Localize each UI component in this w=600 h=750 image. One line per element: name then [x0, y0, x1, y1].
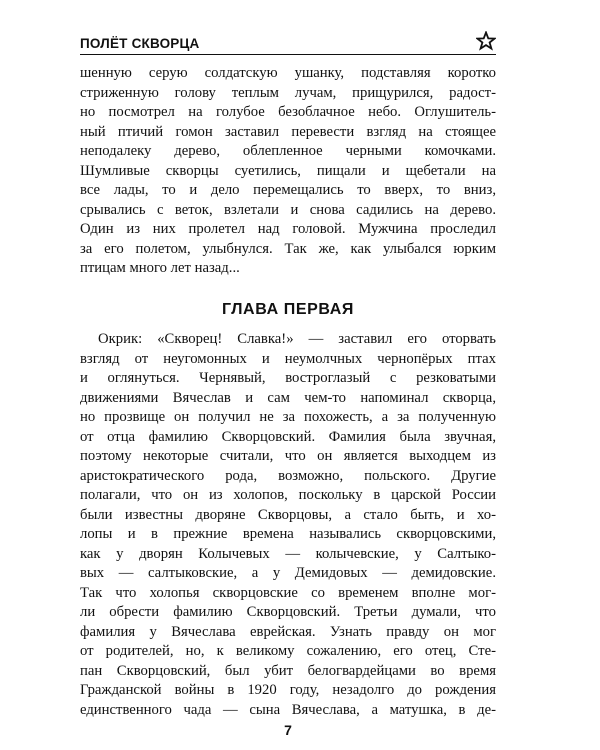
text-line: ный птичий гомон заставил перевести взгляд на стоящее [80, 123, 496, 140]
running-header-title: ПОЛЁТ СКВОРЦА [80, 36, 200, 51]
text-line-first: Окрик: «Скворец! Славка!» — заставил его оторвать [98, 331, 496, 347]
chapter-paragraph [80, 330, 496, 720]
text-line: Один из них пролетел над головой. Мужчина проследил [80, 221, 496, 237]
text-line: как у дворян Колычевых — колычевские, у Салтыко- [80, 545, 496, 562]
text-line: пан Скворцовский, был убит белогвардейцами во время [80, 662, 496, 679]
text-line: стриженную голову теплым лучам, прищурился, радост- [80, 84, 496, 101]
text-line: шенную серую солдатскую ушанку, подставляя коротко [80, 65, 496, 81]
text-line: Так что холопья скворцовские со временем вполне мог- [80, 584, 496, 601]
text-line: вых — салтыковские, а у Демидовых — демидовские. [80, 565, 496, 581]
text-line: но посмотрел на голубое безоблачное небо. Оглушитель- [80, 104, 496, 120]
paragraph-continued [80, 64, 496, 279]
text-line: но прозвище он получил не за похожесть, а за полученную [80, 409, 496, 425]
text-line: поэтому некоторые считали, что он является выходцем из [80, 448, 496, 464]
text-line: аристократического рода, возможно, польского. Другие [80, 467, 496, 484]
text-line: фамилия у Вячеслава еврейская. Узнать правду он мог [80, 623, 496, 640]
text-line: все лады, то и дело перемещались то вверх, то вниз, [80, 182, 496, 198]
header-rule [80, 54, 496, 55]
text-line: полагали, что он из холопов, поскольку в царской России [80, 487, 496, 503]
text-line: были известны дворяне Скворцовы, а стало быть, и хо- [80, 506, 496, 523]
text-line: лопы и в прежние времена назывались скворцовскими, [80, 526, 496, 542]
text-line: и оглянуться. Чернявый, востроглазый с резковатыми [80, 370, 496, 386]
text-line: от отца фамилию Скворцовский. Фамилия была звучная, [80, 428, 496, 445]
text-line: неподалеку дерево, облепленное черными комочками. [80, 143, 496, 159]
text-line: взгляд от неугомонных и неумолчных чернопёрых птах [80, 350, 496, 367]
text-line: Гражданской войны в 1920 году, незадолго до рождения [80, 682, 496, 698]
page-number: 7 [284, 722, 292, 738]
text-line: за его полетом, улыбнулся. Так же, как улыбался юрким [80, 240, 496, 257]
text-line: Шумливые скворцы суетились, пищали и щебетали на [80, 162, 496, 179]
text-line-last: птицам много лет назад... [80, 260, 240, 276]
chapter-title: ГЛАВА ПЕРВАЯ [221, 301, 355, 318]
text-line: единственного чада — сына Вячеслава, а матушка, в де- [80, 701, 496, 718]
text-line: движениями Вячеслав и сам чем-то напоминал скворца, [80, 389, 496, 406]
running-header [80, 34, 496, 56]
text-line: ли обрести фамилию Скворцовский. Третьи думали, что [80, 604, 496, 620]
text-line: от родителей, но, к великому сожалению, его отец, Сте- [80, 643, 496, 659]
star-outline-icon [476, 31, 496, 51]
text-line: срывались с веток, взлетали и снова садились на дерево. [80, 201, 496, 218]
